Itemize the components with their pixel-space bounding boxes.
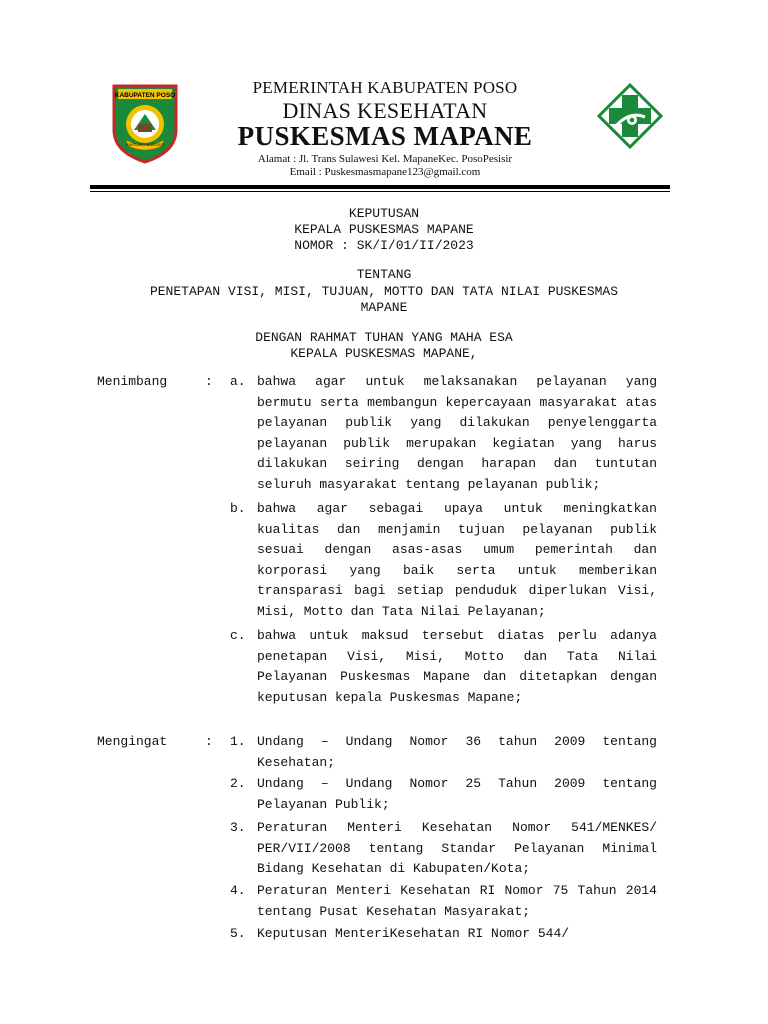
- mengingat-5-text: Keputusan MenteriKesehatan RI Nomor 544/: [257, 926, 570, 941]
- letterhead-divider-thin: [90, 191, 670, 192]
- menimbang-colon: :: [205, 374, 213, 389]
- mengingat-5-marker: 5.: [230, 926, 246, 941]
- decree-issuer: KEPALA PUSKESMAS MAPANE: [294, 222, 474, 237]
- mengingat-3-text: Peraturan Menteri Kesehatan Nomor 541/MENKES/ PER/VII/2008 tentang Standar Pelayanan Minimal Bidang Kesehatan di Kabupaten/Kota;: [257, 820, 657, 877]
- menimbang-label: Menimbang: [97, 374, 168, 389]
- letterhead-department: DINAS KESEHATAN: [282, 98, 488, 123]
- menimbang-b-marker: b.: [230, 501, 246, 516]
- mengingat-2-marker: 2.: [230, 776, 246, 791]
- mengingat-1-text: Undang – Undang Nomor 36 tahun 2009 tentang Kesehatan;: [257, 734, 657, 770]
- mengingat-2-text: Undang – Undang Nomor 25 Tahun 2009 tentang Pelayanan Publik;: [257, 776, 657, 812]
- letterhead-puskesmas-name: PUSKESMAS MAPANE: [237, 121, 533, 151]
- menimbang-a-marker: a.: [230, 374, 246, 389]
- opening-line-1: DENGAN RAHMAT TUHAN YANG MAHA ESA: [255, 330, 513, 345]
- subject-line-2: MAPANE: [360, 300, 408, 315]
- letterhead-address: Alamat : Jl. Trans Sulawesi Kel. MapaneKec. PosoPesisir: [257, 153, 513, 165]
- letterhead-government: PEMERINTAH KABUPATEN POSO: [252, 78, 518, 97]
- kabupaten-poso-logo: [110, 80, 180, 164]
- menimbang-b-text: bahwa agar sebagai upaya untuk meningkatkan kualitas dan menjamin tujuan pelayanan publik sesuai dengan asas-asas umum pemerintah dan korporasi yang baik serta untuk memberikan transparasi bagi setiap penduduk diperlukan Visi, Misi, Motto dan Tata Nilai Pelayanan;: [257, 501, 657, 619]
- mengingat-1-marker: 1.: [230, 734, 246, 749]
- letterhead-divider-thick: [90, 185, 670, 189]
- mengingat-4-text: Peraturan Menteri Kesehatan RI Nomor 75 Tahun 2014 tentang Pusat Kesehatan Masyarakat;: [257, 883, 657, 919]
- mengingat-label: Mengingat: [97, 734, 168, 749]
- subject-heading: TENTANG: [356, 267, 412, 282]
- menimbang-c-marker: c.: [230, 628, 246, 643]
- logo-top-text: KABUPATEN POSO: [114, 92, 176, 99]
- opening-line-2: KEPALA PUSKESMAS MAPANE,: [290, 346, 478, 361]
- puskesmas-logo: [597, 83, 663, 149]
- mengingat-4-marker: 4.: [230, 883, 246, 898]
- menimbang-c-text: bahwa untuk maksud tersebut diatas perlu adanya penetapan Visi, Misi, Motto dan Tata Nilai Pelayanan Puskesmas Mapane dan ditetapkan dengan keputusan kepala Puskesmas Mapane;: [257, 628, 657, 705]
- logo-ribbon-text: SINTUWU MAROSO: [126, 142, 164, 147]
- decree-title: KEPUTUSAN: [348, 206, 420, 221]
- decree-number: NOMOR : SK/I/01/II/2023: [294, 238, 474, 253]
- mengingat-3-marker: 3.: [230, 820, 246, 835]
- menimbang-a-text: bahwa agar untuk melaksanakan pelayanan yang bermutu serta membangun kepercayaan masyarakat atas pelayanan publik yang dilakukan penyelenggarta pelayanan publik merupakan kegiatan yang harus dilakukan seiring dengan harapan dan tuntutan seluruh masyarakat tentang pelayanan publik;: [257, 374, 657, 492]
- letterhead-email: Email : Puskesmasmapane123@gmail.com: [289, 166, 481, 178]
- subject-line-1: PENETAPAN VISI, MISI, TUJUAN, MOTTO DAN TATA NILAI PUSKESMAS: [149, 284, 619, 299]
- mengingat-colon: :: [205, 734, 213, 749]
